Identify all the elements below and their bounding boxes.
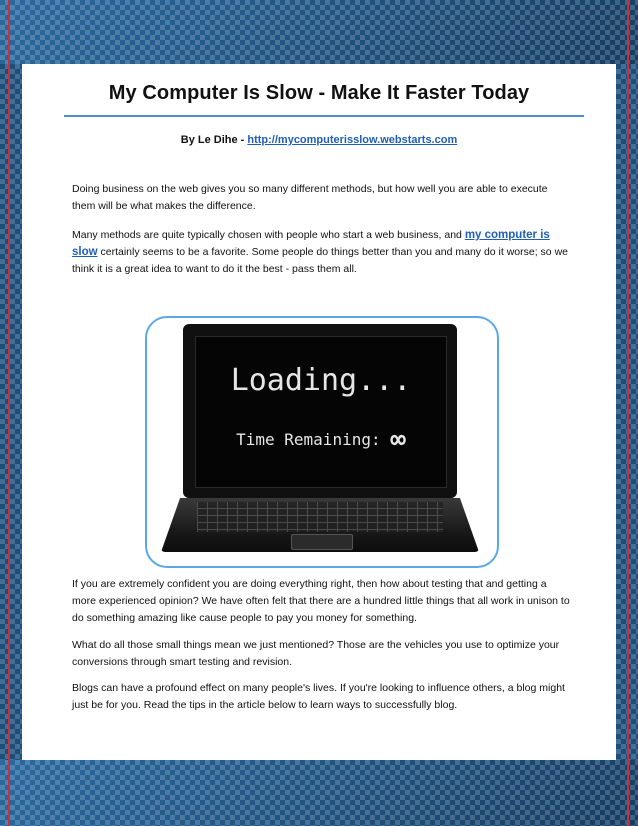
byline-author: By Le Dihe - — [180, 134, 248, 146]
touchpad-icon — [291, 534, 353, 550]
laptop-screen — [195, 336, 447, 488]
author-website-link[interactable]: http://mycomputerisslow.webstarts.com — [247, 134, 458, 146]
keyboard-icon — [197, 502, 443, 532]
title-divider — [64, 115, 584, 117]
page-title: My Computer Is Slow - Make It Faster Today — [108, 82, 530, 104]
infinity-icon: ∞ — [390, 425, 406, 455]
paragraph-3: If you are extremely confident you are doing everything right, then how about testing that and getting a more experienced opinion? We have often felt that there are a hundred little things that all work in unison to do something amazing like cause people to pay you money for something. — [72, 578, 570, 624]
time-remaining-text — [196, 425, 446, 455]
document-page — [22, 64, 616, 760]
keyword-link[interactable]: my computer is slow — [72, 229, 550, 258]
paragraph-1: Doing business on the web gives you so many different methods, but how well you are able to execute them will be what makes the difference. — [72, 183, 548, 212]
bottom-pattern-border — [0, 760, 638, 826]
top-pattern-border — [0, 0, 638, 64]
paragraph-4: What do all those small things mean we just mentioned? Those are the vehicles you use to optimize your conversions through smart testing and revision. — [72, 639, 560, 668]
left-red-line — [8, 0, 10, 826]
time-remaining-label: Time Remaining: — [236, 430, 391, 449]
left-pattern-border — [0, 64, 22, 760]
laptop-keyboard-base — [161, 498, 479, 552]
byline — [22, 134, 616, 146]
loading-text: Loading... — [230, 363, 412, 398]
laptop-image — [145, 316, 499, 568]
paragraph-2-text-start: Many methods are quite typically chosen with people who start a web business, and — [72, 229, 465, 241]
paragraph-2 — [72, 227, 572, 278]
laptop-screen-bezel — [183, 324, 457, 498]
paragraph-2-text-end: certainly seems to be a favorite. Some people do things better than you and many do it worse; so we think it is a great idea to want to do it the best - pass them all. — [72, 246, 568, 275]
right-red-line — [627, 0, 629, 826]
paragraph-5: Blogs can have a profound effect on many people's lives. If you're looking to influence others, a blog might just be for you. Read the tips in the article below to learn ways to successfully blog. — [72, 682, 565, 711]
